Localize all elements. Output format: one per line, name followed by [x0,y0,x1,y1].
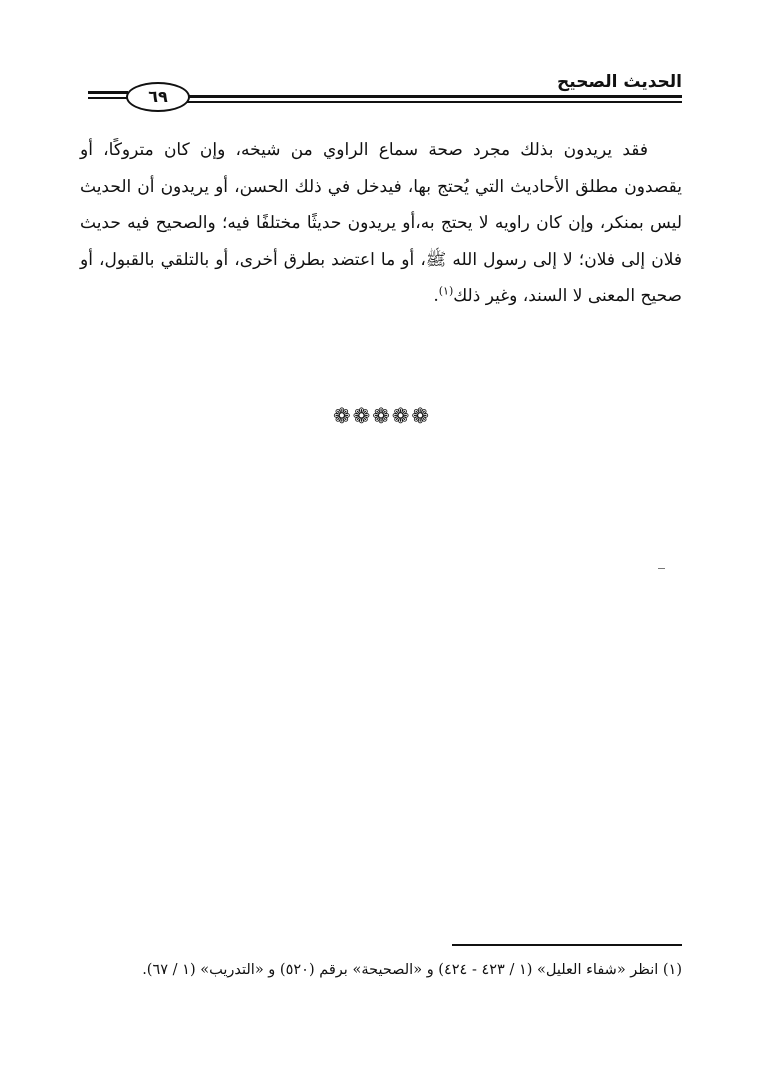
paragraph-text: فقد يريدون بذلك مجرد صحة سماع الراوي من شيخه، وإن كان متروكًا، أو يقصدون مطلق الأحاديث التي يُحتج بها، فيدخل في ذلك الحسن، أو يريدون أن الحديث ليس بمنكر، وإن كان راويه لا يحتج به،أو يريدون حديثًا مختلفًا فيه؛ والصحيح فيه حديث فلان إلى فلان؛ لا إلى رسول الله ﷺ، أو ما اعتضد بطرق أخرى، أو بالتلقي بالقبول، أو صحيح المعنى لا السند، وغير ذلك [80,140,682,306]
stray-mark [658,568,665,569]
running-header [88,72,682,112]
header-rule-right [184,95,682,103]
main-paragraph [80,132,682,315]
header-rule-left [88,91,128,99]
page-number: ٦٩ [148,87,168,106]
running-title: الحديث الصحيح [557,72,682,92]
paragraph-end: . [433,286,439,306]
page-number-oval [126,82,190,112]
footnote-reference: (١) [438,284,454,298]
main-text [80,132,682,315]
footnote-separator [452,944,682,946]
footnote-1: (١) انظر «شفاء العليل» (١ / ٤٢٣ - ٤٢٤) و «الصحيحة» برقم (٥٢٠) و «التدريب» (١ / ٦٧). [142,962,682,978]
section-ornament: ❁❁❁❁❁ [333,404,431,428]
